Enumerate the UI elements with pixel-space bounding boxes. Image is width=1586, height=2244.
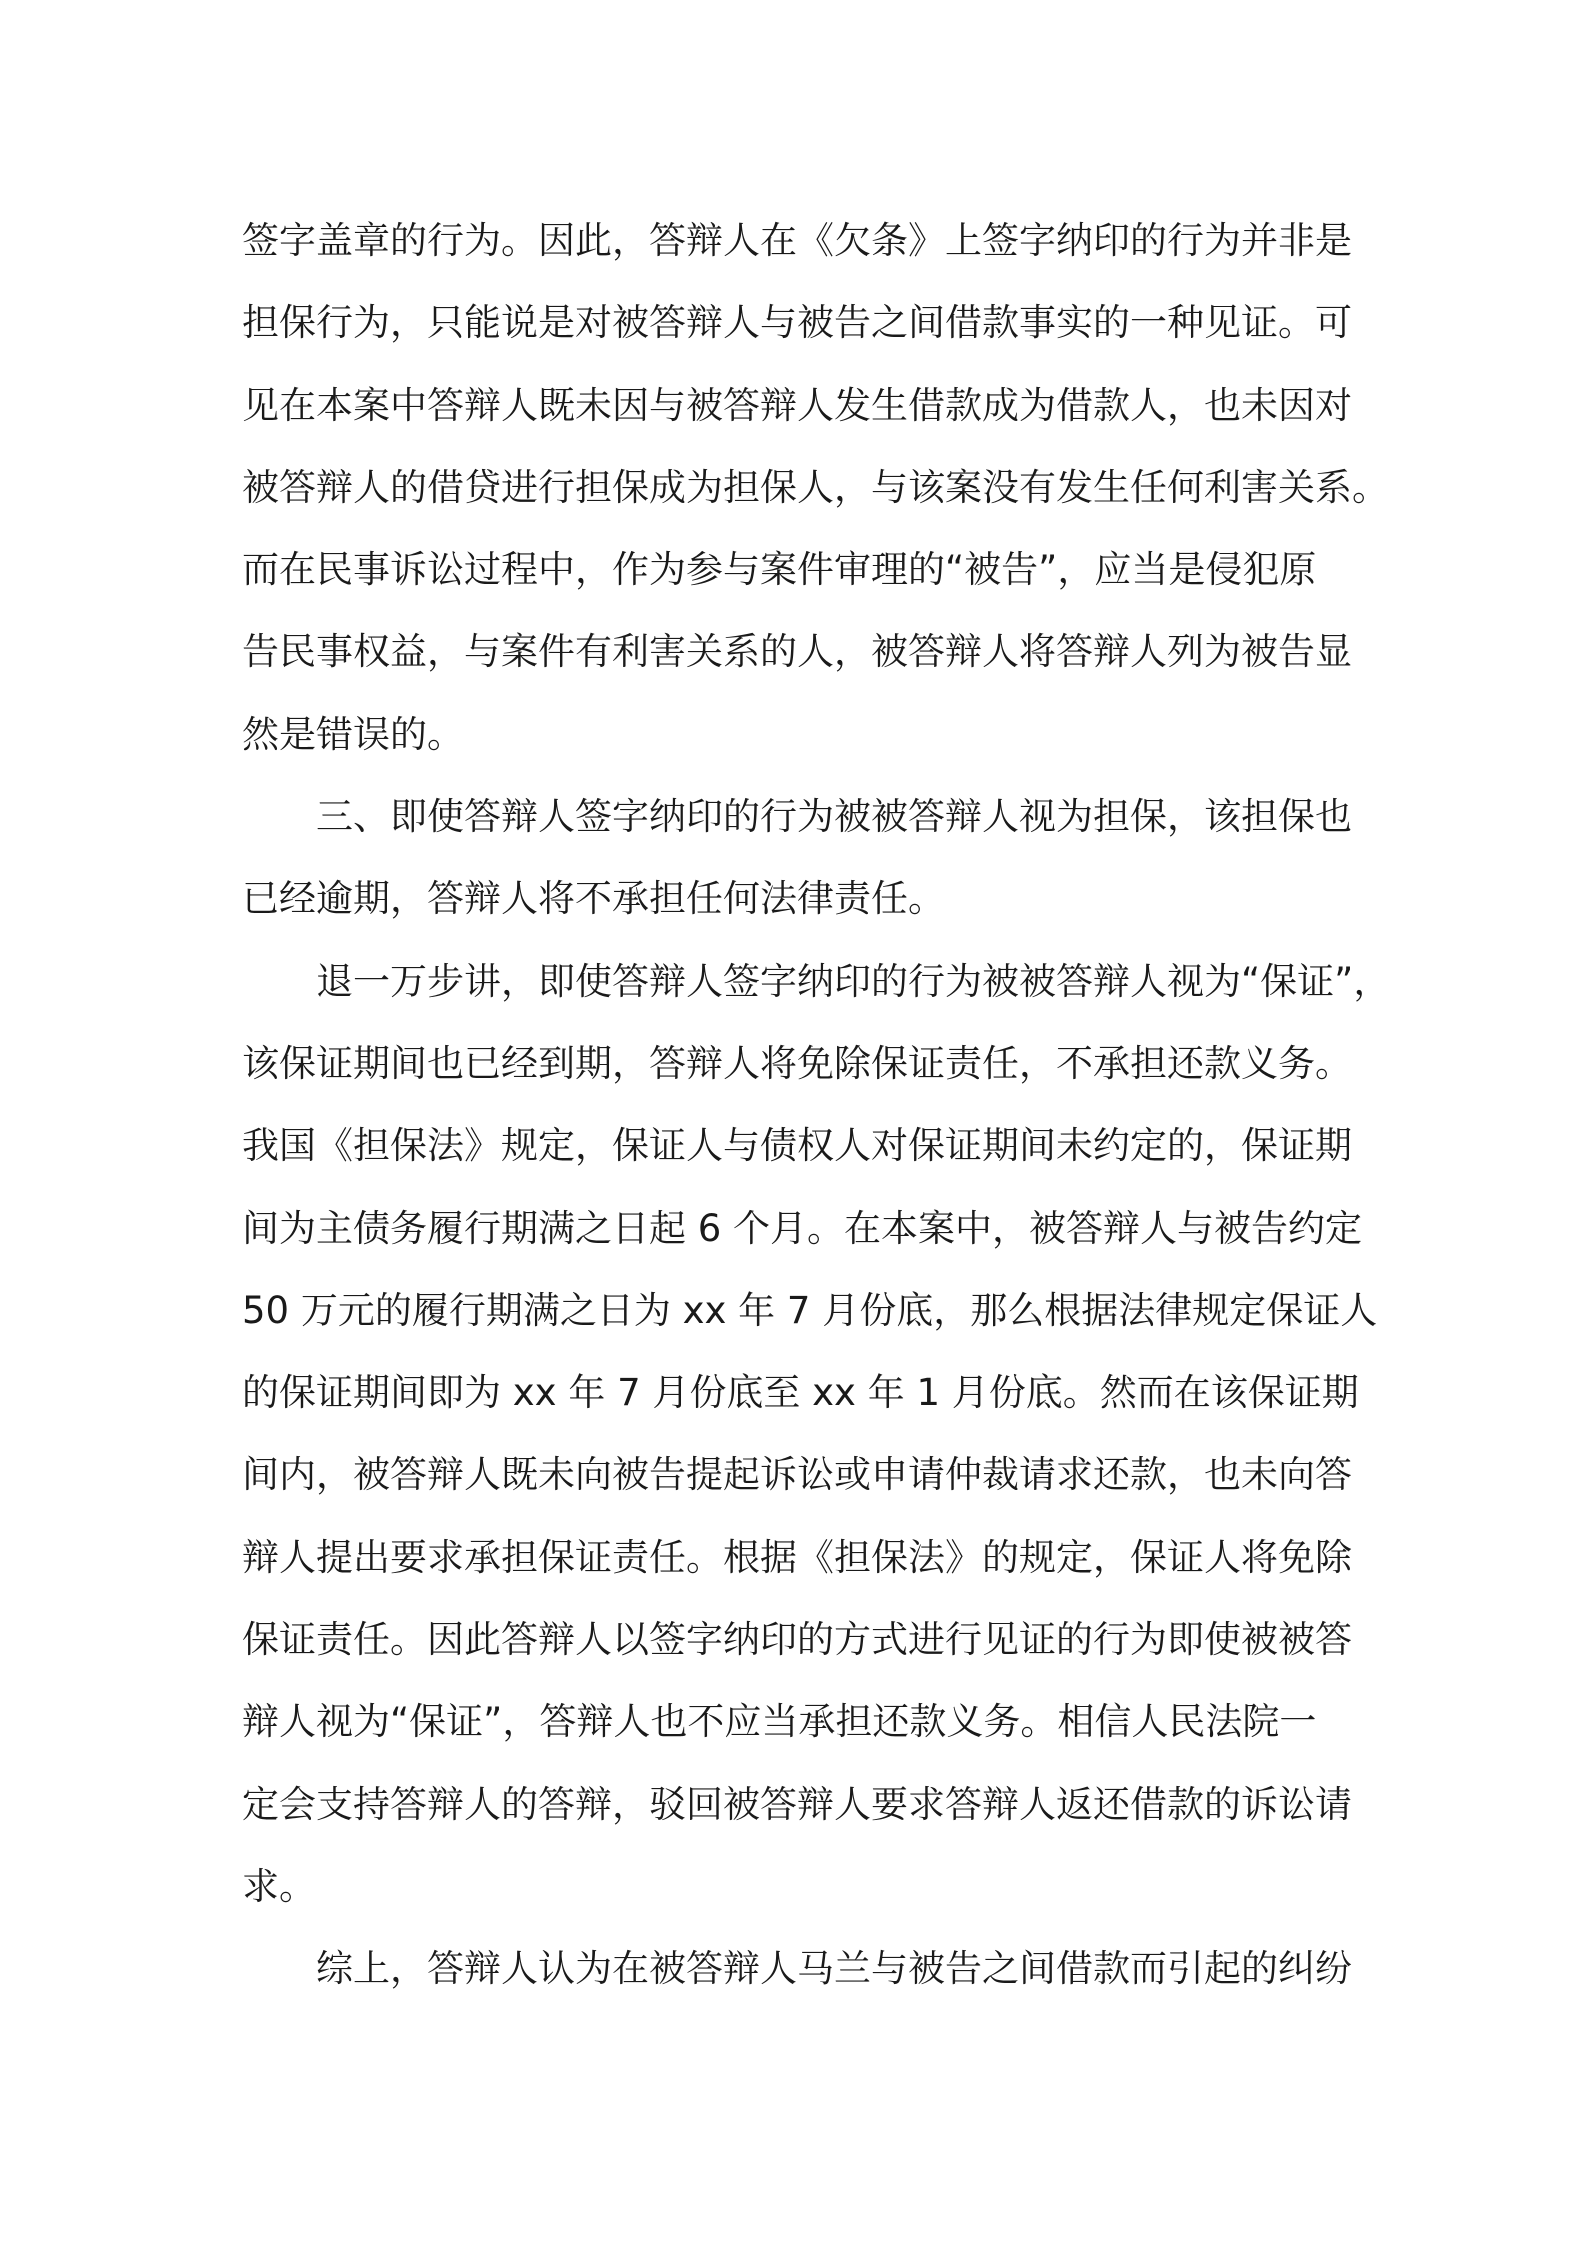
- text-line: 该保证期间也已经到期，答辩人将免除保证责任，不承担还款义务。: [242, 1041, 1352, 1085]
- text-line: 我国《担保法》规定，保证人与债权人对保证期间未约定的，保证期: [242, 1124, 1352, 1168]
- text-line: 的保证期间即为 xx 年 7 月份底至 xx 年 1 月份底。然而在该保证期: [242, 1371, 1359, 1415]
- text-line: 已经逾期，答辩人将不承担任何法律责任。: [242, 877, 945, 921]
- text-line: 被答辩人的借贷进行担保成为担保人，与该案没有发生任何利害关系。: [242, 465, 1389, 509]
- text-line: 辩人提出要求承担保证责任。根据《担保法》的规定，保证人将免除: [242, 1535, 1352, 1579]
- text-line: 辩人视为“保证”，答辩人也不应当承担还款义务。相信人民法院一: [242, 1700, 1317, 1744]
- section-heading-three: 三、即使答辩人签字纳印的行为被被答辩人视为担保，该担保也: [316, 795, 1352, 839]
- text-line: 然是错误的。: [242, 712, 464, 756]
- text-line: 间为主债务履行期满之日起 6 个月。在本案中，被答辩人与被告约定: [242, 1206, 1363, 1250]
- paragraph-start: 综上，答辩人认为在被答辩人马兰与被告之间借款而引起的纠纷: [316, 1947, 1352, 1991]
- text-line: 见在本案中答辩人既未因与被答辩人发生借款成为借款人，也未因对: [242, 383, 1352, 427]
- text-line: 间内，被答辩人既未向被告提起诉讼或申请仲裁请求还款，也未向答: [242, 1453, 1352, 1497]
- text-line: 担保行为，只能说是对被答辩人与被告之间借款事实的一种见证。可: [242, 301, 1352, 345]
- text-line: 保证责任。因此答辩人以签字纳印的方式进行见证的行为即使被被答: [242, 1618, 1352, 1662]
- text-line: 而在民事诉讼过程中，作为参与案件审理的“被告”，应当是侵犯原: [242, 548, 1317, 592]
- text-line: 定会支持答辩人的答辩，驳回被答辩人要求答辩人返还借款的诉讼请: [242, 1782, 1352, 1826]
- text-line: 50 万元的履行期满之日为 xx 年 7 月份底，那么根据法律规定保证人: [242, 1288, 1378, 1332]
- text-line: 签字盖章的行为。因此，答辩人在《欠条》上签字纳印的行为并非是: [242, 219, 1352, 262]
- paragraph-start: 退一万步讲，即使答辩人签字纳印的行为被被答辩人视为“保证”，: [316, 959, 1391, 1003]
- text-line: 告民事权益，与案件有利害关系的人，被答辩人将答辩人列为被告显: [242, 630, 1352, 674]
- document-body: [242, 200, 1391, 2011]
- text-line: 求。: [242, 1864, 316, 1908]
